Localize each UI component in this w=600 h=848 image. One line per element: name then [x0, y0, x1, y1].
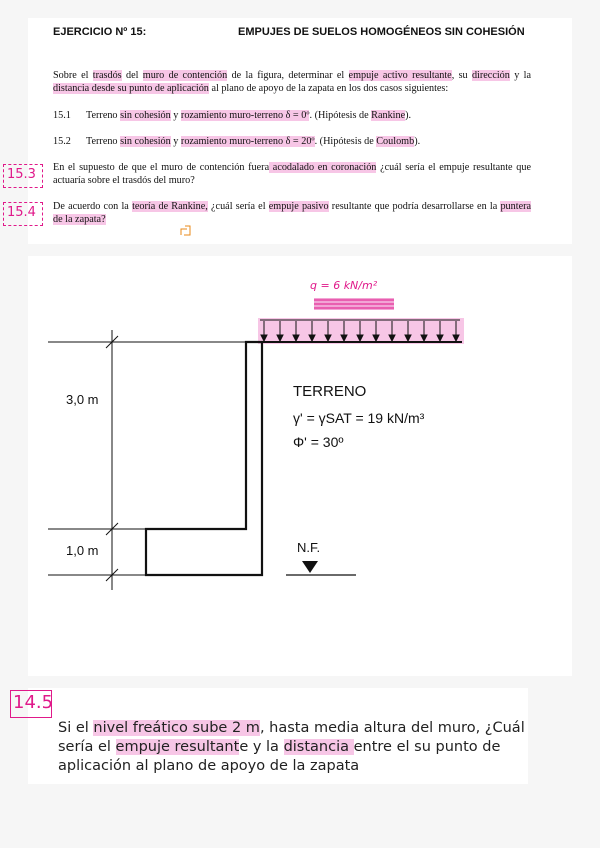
- handwritten-tag-15-3: 15.3: [7, 167, 36, 182]
- handwritten-surcharge-note: q = 6 kN/m²: [310, 279, 378, 292]
- highlight: dirección: [471, 70, 510, 81]
- dimension-label-top: 3,0 m: [66, 392, 99, 407]
- handwritten-tag-14-5: 14.5: [13, 692, 54, 713]
- exercise-topic: EMPUJES DE SUELOS HOMOGÉNEOS SIN COHESIÓN: [238, 26, 525, 38]
- water-table-label: N.F.: [297, 540, 321, 555]
- highlight: distancia desde su punto de aplicación: [53, 82, 209, 94]
- soil-friction-angle: Φ' = 30º: [293, 434, 344, 450]
- highlight: empuje activo resultante: [348, 70, 452, 81]
- highlight: muro de contención: [142, 70, 228, 81]
- soil-title: TERRENO: [293, 383, 367, 400]
- question-15-3: En el supuesto de que el muro de contención fuera acodalado en coronación ¿cuál sería el empuje resultante que actuaría sobre el trasdós del muro?: [53, 162, 531, 186]
- case-15-1: 15.1 Terreno sin cohesión y rozamiento muro-terreno δ = 0º. (Hipótesis de Rankine).: [53, 110, 412, 121]
- water-table-symbol: [286, 561, 356, 575]
- soil-unit-weight: γ' = γSAT = 19 kN/m³: [293, 410, 425, 426]
- case-15-2: 15.2 Terreno sin cohesión y rozamiento muro-terreno δ = 20º. (Hipótesis de Coulomb).: [53, 136, 421, 147]
- dimension-label-bottom: 1,0 m: [66, 543, 99, 558]
- intro-paragraph: Sobre el trasdós del muro de contención de la figura, determinar el empuje activo resultante, su dirección y la distancia desde su punto de aplicación al plano de apoyo de la zapata en los dos casos siguientes:: [53, 70, 531, 94]
- exercise-number: EJERCICIO Nº 15:: [53, 26, 147, 38]
- handwritten-tag-15-4: 15.4: [7, 205, 36, 220]
- question-14-5: Si el nivel freático sube 2 m, hasta media altura del muro, ¿Cuál sería el empuje resultante y la distancia entre el su punto de aplicación al plano de apoyo de la zapata: [58, 720, 525, 774]
- wall-outline: [146, 342, 262, 575]
- question-15-4: De acuerdo con la teoría de Rankine, ¿cuál sería el empuje pasivo resultante que podría desarrollarse en la puntera de la zapata?: [53, 201, 532, 225]
- highlight: trasdós: [92, 70, 122, 81]
